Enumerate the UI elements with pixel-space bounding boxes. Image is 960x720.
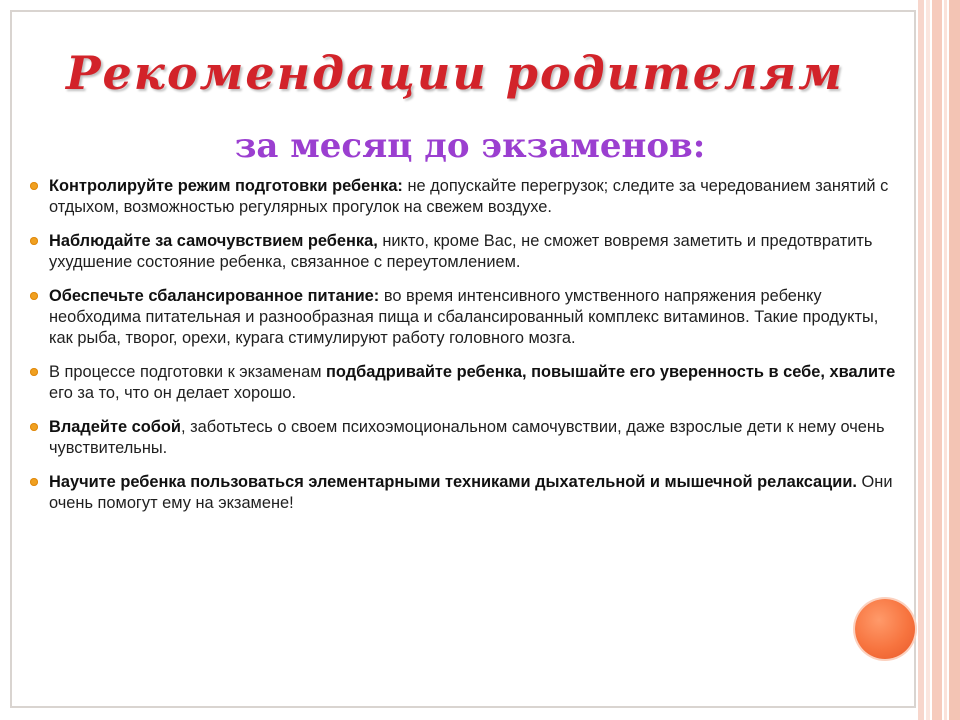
slide-subtitle: за месяц до экзаменов: (234, 126, 706, 166)
list-item (30, 362, 900, 404)
item-text: не допускайте перегрузок; следите за чередованием занятий с отдыхом, возможностью регулярных прогулок на свежем воздухе. (49, 177, 889, 216)
list-item (30, 176, 900, 218)
item-text: во время интенсивного умственного напряжения ребенку необходима питательная и разнообразная пища и сбалансированный комплекс витаминов. Такие продукты, как рыба, творог, орехи, курага стимулируют работу головного мозга. (49, 287, 879, 347)
decorative-stripe (949, 0, 960, 720)
bullet-icon (30, 368, 38, 376)
bullet-icon (30, 292, 38, 300)
item-bold-text: Контролируйте режим подготовки ребенка: (49, 177, 403, 195)
slide-title: Рекомендации родителям (65, 46, 845, 100)
decorative-stripe (926, 0, 930, 720)
item-text: его за то, что он делает хорошо. (49, 384, 297, 402)
item-text: никто, кроме Вас, не сможет вовремя заметить и предотвратить ухудшение состояние ребенка, связанное с переутомлением. (49, 232, 873, 271)
bullet-icon (30, 237, 38, 245)
decorative-orb-icon (855, 599, 915, 659)
decorative-stripe (932, 0, 942, 720)
list-item (30, 472, 900, 514)
item-text: , заботьтесь о своем психоэмоциональном самочувствии, даже взрослые дети к нему очень чувствительны. (49, 418, 885, 457)
item-bold-text: Наблюдайте за самочувствием ребенка, (49, 232, 378, 250)
item-bold-text: Обеспечьте сбалансированное питание: (49, 287, 380, 305)
decorative-stripe (944, 0, 947, 720)
list-item (30, 231, 900, 273)
item-bold-text: подбадривайте ребенка, повышайте его уверенность в себе, хвалите (326, 363, 896, 381)
item-bold-text: Научите ребенка пользоваться элементарными техниками дыхательной и мышечной релаксации. (49, 473, 857, 491)
bullet-icon (30, 478, 38, 486)
list-item (30, 286, 900, 349)
list-item (30, 417, 900, 459)
bullet-icon (30, 182, 38, 190)
bullet-icon (30, 423, 38, 431)
decorative-stripe (918, 0, 924, 720)
item-text: Они очень помогут ему на экзамене! (49, 473, 893, 512)
item-text: В процессе подготовки к экзаменам (49, 363, 327, 381)
recommendations-list (30, 176, 900, 527)
item-bold-text: Владейте собой (49, 418, 181, 436)
